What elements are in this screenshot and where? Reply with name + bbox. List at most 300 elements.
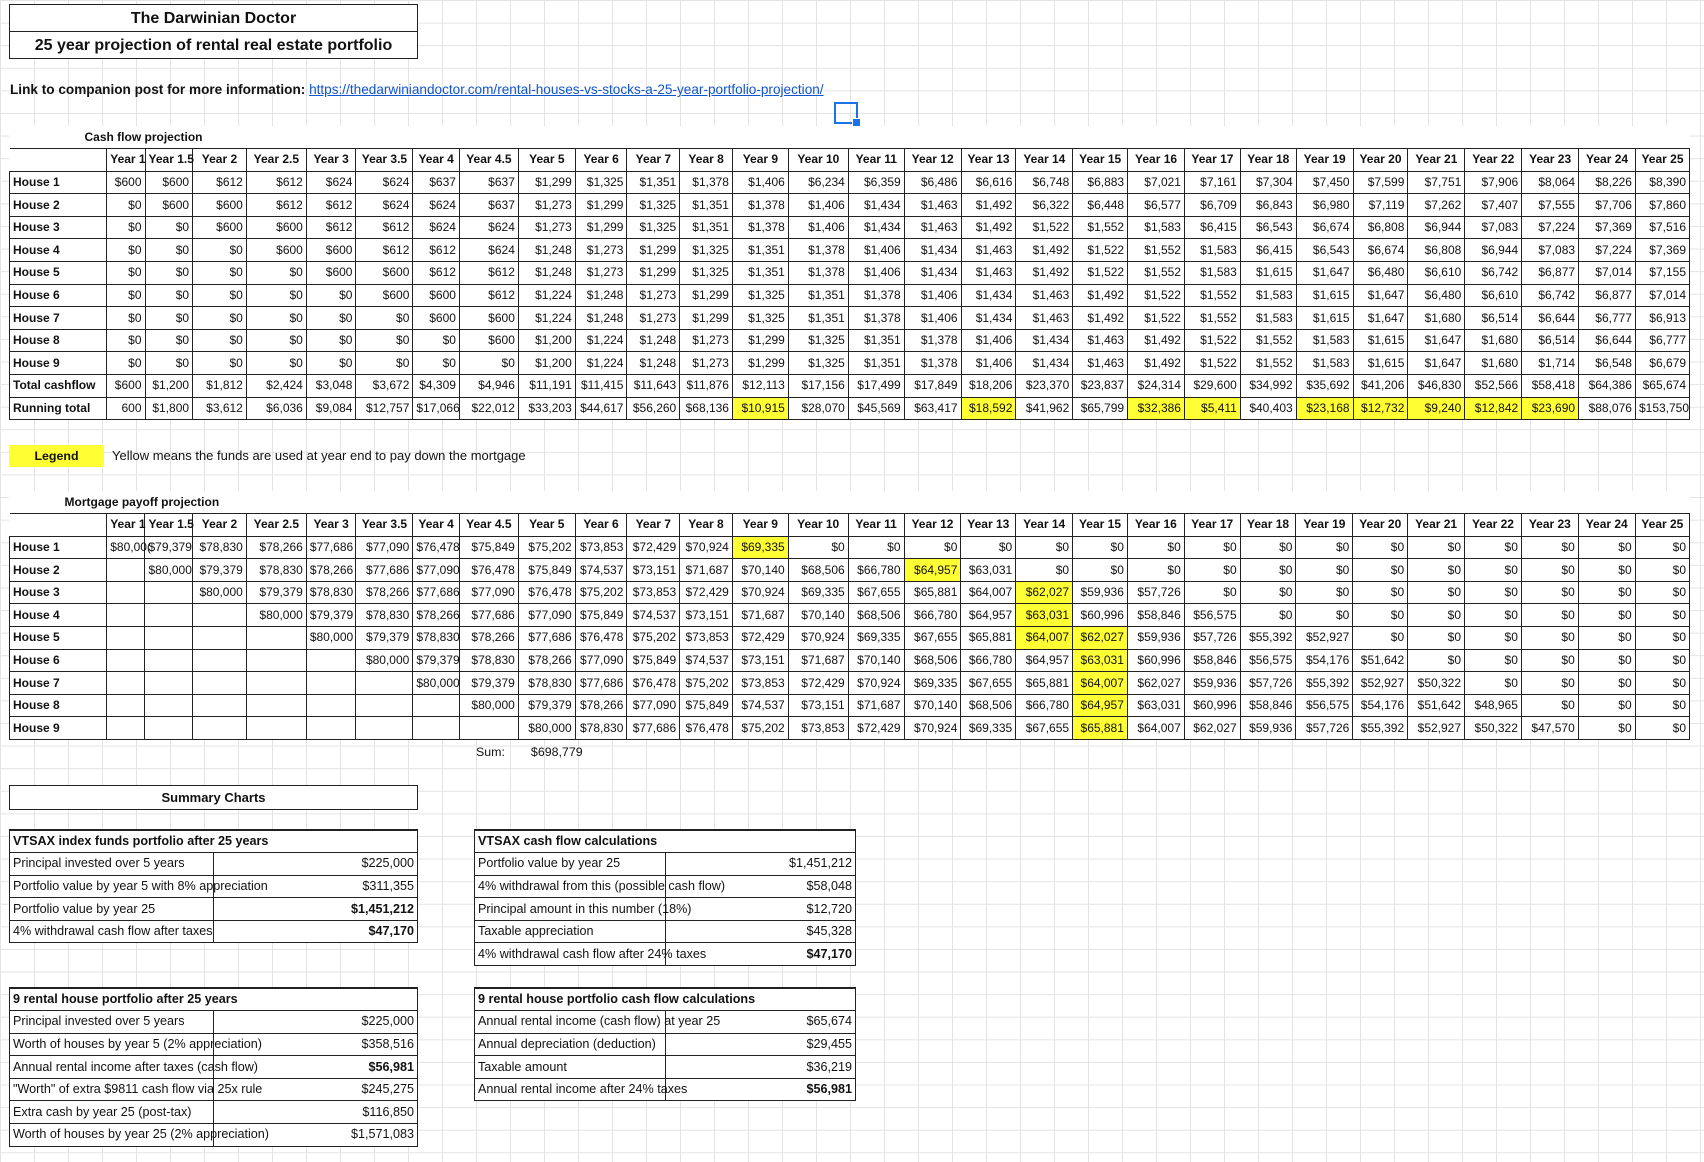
mortgage-cell[interactable]: $80,000	[145, 559, 193, 582]
cashflow-cell[interactable]: $0	[107, 284, 145, 307]
cashflow-cell[interactable]: $1,552	[1128, 262, 1185, 285]
cashflow-cell[interactable]: $23,168	[1296, 397, 1353, 420]
empty-cell[interactable]	[193, 694, 247, 717]
cashflow-cell[interactable]: $22,012	[459, 397, 518, 420]
cashflow-cell[interactable]: $6,548	[1579, 352, 1636, 375]
mortgage-year-header-cell[interactable]: Year 18	[1240, 514, 1296, 537]
mortgage-year-header-cell[interactable]: Year 2	[193, 514, 247, 537]
mortgage-cell[interactable]: $77,686	[575, 672, 627, 695]
vtsax_portfolio-label[interactable]: Portfolio value by year 5 with 8% appreciation	[10, 875, 214, 898]
cashflow-cell[interactable]: $0	[246, 307, 306, 330]
mortgage-cell[interactable]: $0	[1578, 649, 1635, 672]
cashflow-year-header-cell[interactable]: Year 24	[1579, 149, 1636, 172]
companion-link-label[interactable]: Link to companion post for more information:	[10, 82, 306, 97]
mortgage-cell[interactable]: $0	[904, 536, 961, 559]
mortgage-cell[interactable]: $60,996	[1073, 604, 1128, 627]
cashflow-cell[interactable]: $1,463	[1073, 329, 1128, 352]
cashflow-cell[interactable]: $612	[306, 194, 356, 217]
mortgage-cell[interactable]: $78,266	[306, 559, 356, 582]
cashflow-cell[interactable]: $52,566	[1465, 375, 1522, 398]
cashflow-cell[interactable]: $1,406	[732, 171, 788, 194]
cashflow-cell[interactable]: $1,273	[627, 307, 680, 330]
cashflow-cell[interactable]: $6,877	[1522, 262, 1579, 285]
cashflow-year-header-cell[interactable]: Year 10	[788, 149, 848, 172]
mortgage-year-header-cell[interactable]: Year 16	[1127, 514, 1184, 537]
cashflow-cell[interactable]: $612	[246, 171, 306, 194]
cashflow-cell[interactable]: $1,714	[1522, 352, 1579, 375]
empty-cell[interactable]	[246, 717, 306, 740]
mortgage-cell[interactable]: $72,429	[680, 581, 733, 604]
mortgage-cell[interactable]: $0	[961, 536, 1016, 559]
mortgage-cell[interactable]: $77,090	[627, 694, 680, 717]
mortgage-cell[interactable]: $0	[1073, 559, 1128, 582]
empty-cell[interactable]	[246, 627, 306, 650]
mortgage-cell[interactable]: $74,537	[732, 694, 788, 717]
mortgage-cell[interactable]: $62,027	[1184, 717, 1240, 740]
empty-cell[interactable]	[193, 649, 247, 672]
cashflow-cell[interactable]: $41,962	[1016, 397, 1073, 420]
empty-cell[interactable]	[145, 627, 193, 650]
vtsax_portfolio-label[interactable]: Portfolio value by year 25	[10, 898, 214, 921]
cashflow-cell[interactable]: $1,273	[575, 239, 627, 262]
mortgage-cell[interactable]: $55,392	[1296, 672, 1353, 695]
rental_portfolio-label[interactable]: Worth of houses by year 25 (2% appreciation)	[10, 1124, 214, 1147]
cashflow-cell[interactable]: $1,615	[1353, 329, 1408, 352]
cashflow-cell[interactable]: $6,808	[1353, 216, 1408, 239]
mortgage-cell[interactable]: $76,478	[459, 559, 518, 582]
cashflow-year-header-cell[interactable]: Year 12	[904, 149, 961, 172]
rental_portfolio-value[interactable]: $1,571,083	[214, 1124, 418, 1147]
mortgage-cell[interactable]: $0	[1296, 536, 1353, 559]
mortgage-cell[interactable]: $72,429	[848, 717, 904, 740]
mortgage-cell[interactable]: $0	[1353, 627, 1408, 650]
mortgage-cell[interactable]: $73,151	[732, 649, 788, 672]
cashflow-row-label[interactable]: House 4	[10, 239, 107, 262]
cashflow-cell[interactable]: $600	[459, 329, 518, 352]
cashflow-cell[interactable]: $1,351	[848, 329, 904, 352]
cashflow-cell[interactable]: $0	[107, 352, 145, 375]
mortgage-cell[interactable]: $73,853	[788, 717, 848, 740]
cashflow-cell[interactable]: $7,369	[1579, 216, 1636, 239]
cashflow-cell[interactable]: $65,674	[1635, 375, 1689, 398]
empty-cell[interactable]	[145, 649, 193, 672]
mortgage-cell[interactable]: $64,957	[1016, 649, 1073, 672]
mortgage-cell[interactable]: $78,830	[193, 536, 247, 559]
cashflow-cell[interactable]: $1,583	[1296, 352, 1353, 375]
mortgage-cell[interactable]: $68,506	[904, 649, 961, 672]
cashflow-cell[interactable]: $1,273	[518, 216, 575, 239]
sum-label[interactable]: Sum:	[476, 745, 505, 759]
cashflow-cell[interactable]: $34,992	[1240, 375, 1296, 398]
empty-cell[interactable]	[459, 717, 518, 740]
mortgage-cell[interactable]: $0	[1353, 559, 1408, 582]
cashflow-cell[interactable]: $1,351	[680, 194, 733, 217]
mortgage-cell[interactable]: $56,575	[1240, 649, 1296, 672]
mortgage-cell[interactable]: $0	[1578, 536, 1635, 559]
cashflow-cell[interactable]: $6,234	[788, 171, 848, 194]
cashflow-cell[interactable]: $6,748	[1016, 171, 1073, 194]
empty-cell[interactable]	[246, 672, 306, 695]
rental_portfolio-value[interactable]: $358,516	[214, 1033, 418, 1056]
cashflow-cell[interactable]: $1,224	[518, 284, 575, 307]
mortgage-cell[interactable]: $64,957	[904, 559, 961, 582]
mortgage-cell[interactable]: $68,506	[848, 604, 904, 627]
cashflow-cell[interactable]: $1,325	[732, 307, 788, 330]
mortgage-year-header-cell[interactable]: Year 12	[904, 514, 961, 537]
cashflow-cell[interactable]: $600	[356, 262, 413, 285]
cashflow-cell[interactable]: $1,299	[627, 262, 680, 285]
cashflow-cell[interactable]: $624	[459, 239, 518, 262]
mortgage-cell[interactable]: $51,642	[1353, 649, 1408, 672]
mortgage-cell[interactable]: $0	[1521, 559, 1578, 582]
cashflow-cell[interactable]: $18,206	[961, 375, 1016, 398]
mortgage-year-header-cell[interactable]: Year 20	[1353, 514, 1408, 537]
mortgage-cell[interactable]: $80,000	[413, 672, 460, 695]
mortgage-cell[interactable]: $59,936	[1184, 672, 1240, 695]
cashflow-cell[interactable]: $1,647	[1408, 352, 1465, 375]
cashflow-year-header-cell[interactable]: Year 21	[1408, 149, 1465, 172]
cashflow-cell[interactable]: $1,200	[518, 352, 575, 375]
cashflow-cell[interactable]: $0	[193, 262, 247, 285]
cashflow-row-label[interactable]: Running total	[10, 397, 107, 420]
cashflow-cell[interactable]: $1,273	[627, 284, 680, 307]
cashflow-cell[interactable]: $1,325	[788, 329, 848, 352]
cashflow-cell[interactable]: $1,463	[961, 262, 1016, 285]
cashflow-year-header-cell[interactable]: Year 4.5	[459, 149, 518, 172]
cashflow-cell[interactable]: $0	[107, 307, 145, 330]
cashflow-cell[interactable]: $7,021	[1128, 171, 1185, 194]
mortgage-cell[interactable]: $0	[1521, 627, 1578, 650]
cashflow-cell[interactable]: $1,552	[1240, 352, 1296, 375]
mortgage-cell[interactable]: $79,379	[145, 536, 193, 559]
mortgage-cell[interactable]: $0	[1578, 604, 1635, 627]
cashflow-cell[interactable]: $624	[459, 216, 518, 239]
mortgage-cell[interactable]: $76,478	[627, 672, 680, 695]
mortgage-cell[interactable]: $65,881	[1073, 717, 1128, 740]
cashflow-cell[interactable]: $23,370	[1016, 375, 1073, 398]
rental_cashflow-value[interactable]: $29,455	[665, 1033, 856, 1056]
cashflow-cell[interactable]: $612	[193, 171, 247, 194]
mortgage-cell[interactable]: $77,090	[413, 559, 460, 582]
cashflow-cell[interactable]: $1,351	[848, 352, 904, 375]
rental_cashflow-value[interactable]: $36,219	[665, 1056, 856, 1079]
cashflow-cell[interactable]: $6,610	[1465, 284, 1522, 307]
cashflow-cell[interactable]: $0	[145, 352, 193, 375]
cashflow-cell[interactable]: $1,406	[961, 329, 1016, 352]
cashflow-cell[interactable]: $624	[356, 194, 413, 217]
cashflow-cell[interactable]: $0	[193, 239, 247, 262]
mortgage-cell[interactable]: $71,687	[848, 694, 904, 717]
mortgage-cell[interactable]: $71,687	[788, 649, 848, 672]
mortgage-cell[interactable]: $47,570	[1521, 717, 1578, 740]
mortgage-cell[interactable]: $79,379	[413, 649, 460, 672]
mortgage-year-header-cell[interactable]: Year 3	[306, 514, 356, 537]
cashflow-cell[interactable]: $6,514	[1465, 307, 1522, 330]
summary-charts-title[interactable]: Summary Charts	[10, 786, 418, 810]
cashflow-cell[interactable]: $1,552	[1073, 216, 1128, 239]
cashflow-cell[interactable]: $1,273	[680, 329, 733, 352]
cashflow-cell[interactable]: $6,359	[848, 171, 904, 194]
cashflow-cell[interactable]: $0	[145, 262, 193, 285]
mortgage-cell[interactable]: $0	[1635, 559, 1689, 582]
empty-cell[interactable]	[145, 604, 193, 627]
cashflow-cell[interactable]: $6,543	[1240, 216, 1296, 239]
cashflow-cell[interactable]: $600	[193, 194, 247, 217]
vtsax_portfolio-value[interactable]: $47,170	[214, 920, 418, 943]
mortgage-cell[interactable]: $79,379	[306, 604, 356, 627]
vtsax_cashflow-label[interactable]: 4% withdrawal cash flow after 24% taxes	[475, 943, 666, 966]
cashflow-cell[interactable]: $1,615	[1296, 284, 1353, 307]
cashflow-cell[interactable]: $29,600	[1184, 375, 1240, 398]
cashflow-cell[interactable]: $7,860	[1635, 194, 1689, 217]
cashflow-cell[interactable]: $11,643	[627, 375, 680, 398]
cashflow-cell[interactable]: $1,406	[848, 262, 904, 285]
cashflow-cell[interactable]: $600	[193, 216, 247, 239]
cashflow-cell[interactable]: $0	[145, 329, 193, 352]
mortgage-cell[interactable]: $72,429	[627, 536, 680, 559]
cashflow-cell[interactable]: $28,070	[788, 397, 848, 420]
mortgage-cell[interactable]: $68,506	[788, 559, 848, 582]
cashflow-cell[interactable]: $6,514	[1522, 329, 1579, 352]
cashflow-cell[interactable]: $7,369	[1635, 239, 1689, 262]
cashflow-cell[interactable]: $1,463	[1016, 284, 1073, 307]
mortgage-cell[interactable]: $58,846	[1240, 694, 1296, 717]
mortgage-cell[interactable]: $0	[1240, 559, 1296, 582]
mortgage-row-label[interactable]: House 3	[10, 581, 107, 604]
rental_portfolio-value[interactable]: $56,981	[214, 1056, 418, 1079]
cashflow-cell[interactable]: $600	[306, 239, 356, 262]
cashflow-cell[interactable]: $1,378	[788, 239, 848, 262]
cashflow-year-header-cell[interactable]: Year 11	[848, 149, 904, 172]
mortgage-cell[interactable]: $0	[1635, 581, 1689, 604]
mortgage-cell[interactable]: $77,686	[306, 536, 356, 559]
cashflow-year-header-cell[interactable]: Year 13	[961, 149, 1016, 172]
cashflow-cell[interactable]: $624	[306, 171, 356, 194]
cashflow-cell[interactable]: $17,156	[788, 375, 848, 398]
vtsax_cashflow-label[interactable]: Taxable appreciation	[475, 920, 666, 943]
cashflow-cell[interactable]: $1,492	[1073, 307, 1128, 330]
cashflow-cell[interactable]: $6,036	[246, 397, 306, 420]
cashflow-cell[interactable]: $8,064	[1522, 171, 1579, 194]
cashflow-cell[interactable]: $1,492	[1016, 262, 1073, 285]
cashflow-cell[interactable]: $1,680	[1465, 329, 1522, 352]
mortgage-cell[interactable]: $62,027	[1127, 672, 1184, 695]
empty-cell[interactable]	[246, 694, 306, 717]
cashflow-cell[interactable]: $1,224	[575, 352, 627, 375]
mortgage-cell[interactable]: $74,537	[627, 604, 680, 627]
mortgage-cell[interactable]: $70,140	[788, 604, 848, 627]
mortgage-cell[interactable]: $0	[1408, 604, 1465, 627]
rental_portfolio-title[interactable]: 9 rental house portfolio after 25 years	[10, 988, 418, 1011]
mortgage-cell[interactable]: $51,642	[1408, 694, 1465, 717]
mortgage-cell[interactable]: $0	[1296, 581, 1353, 604]
mortgage-cell[interactable]: $78,830	[246, 559, 306, 582]
mortgage-cell[interactable]: $69,335	[732, 536, 788, 559]
mortgage-cell[interactable]: $75,849	[518, 559, 575, 582]
mortgage-cell[interactable]: $77,090	[518, 604, 575, 627]
cashflow-cell[interactable]: $1,434	[904, 262, 961, 285]
cashflow-cell[interactable]: 600	[107, 397, 145, 420]
cashflow-cell[interactable]: $600	[145, 194, 193, 217]
mortgage-cell[interactable]: $64,957	[1073, 694, 1128, 717]
cashflow-cell[interactable]: $1,492	[1128, 329, 1185, 352]
cashflow-cell[interactable]: $7,014	[1635, 284, 1689, 307]
mortgage-year-header-cell[interactable]: Year 10	[788, 514, 848, 537]
mortgage-cell[interactable]: $70,924	[680, 536, 733, 559]
mortgage-row-label[interactable]: House 8	[10, 694, 107, 717]
mortgage-cell[interactable]: $0	[1240, 536, 1296, 559]
mortgage-cell[interactable]: $0	[1465, 672, 1522, 695]
cashflow-cell[interactable]: $1,647	[1353, 284, 1408, 307]
mortgage-cell[interactable]: $79,379	[246, 581, 306, 604]
rental_portfolio-value[interactable]: $245,275	[214, 1078, 418, 1101]
cashflow-cell[interactable]: $1,552	[1128, 239, 1185, 262]
mortgage-cell[interactable]: $73,151	[627, 559, 680, 582]
mortgage-year-header-cell[interactable]: Year 3.5	[356, 514, 413, 537]
empty-cell[interactable]	[413, 717, 460, 740]
mortgage-year-header-cell[interactable]: Year 25	[1635, 514, 1689, 537]
cashflow-cell[interactable]: $6,322	[1016, 194, 1073, 217]
rental_portfolio-label[interactable]: Extra cash by year 25 (post-tax)	[10, 1101, 214, 1124]
cashflow-row-label[interactable]: House 2	[10, 194, 107, 217]
cashflow-cell[interactable]: $0	[193, 352, 247, 375]
cashflow-cell[interactable]: $1,552	[1184, 307, 1240, 330]
cashflow-cell[interactable]: $7,906	[1465, 171, 1522, 194]
cashflow-cell[interactable]: $6,777	[1635, 329, 1689, 352]
cashflow-cell[interactable]: $11,876	[680, 375, 733, 398]
vtsax_portfolio-label[interactable]: Principal invested over 5 years	[10, 853, 214, 876]
empty-cell[interactable]	[356, 694, 413, 717]
cashflow-cell[interactable]: $17,066	[413, 397, 460, 420]
cashflow-cell[interactable]: $624	[413, 216, 460, 239]
mortgage-cell[interactable]: $77,686	[627, 717, 680, 740]
mortgage-year-header-cell[interactable]: Year 24	[1578, 514, 1635, 537]
mortgage-year-header-cell[interactable]: Year 11	[848, 514, 904, 537]
cashflow-cell[interactable]: $1,299	[627, 239, 680, 262]
cashflow-cell[interactable]: $1,522	[1016, 216, 1073, 239]
cashflow-cell[interactable]: $0	[246, 329, 306, 352]
cashflow-cell[interactable]: $1,434	[1016, 352, 1073, 375]
mortgage-cell[interactable]: $0	[1127, 559, 1184, 582]
cashflow-cell[interactable]: $7,407	[1465, 194, 1522, 217]
mortgage-cell[interactable]: $79,379	[356, 627, 413, 650]
cashflow-cell[interactable]: $1,463	[1016, 307, 1073, 330]
cashflow-cell[interactable]: $1,680	[1408, 307, 1465, 330]
cashflow-cell[interactable]: $1,522	[1128, 284, 1185, 307]
cashflow-cell[interactable]: $600	[107, 171, 145, 194]
mortgage-year-header-cell[interactable]: Year 9	[732, 514, 788, 537]
mortgage-cell[interactable]: $0	[1521, 581, 1578, 604]
cashflow-cell[interactable]: $0	[306, 329, 356, 352]
cashflow-cell[interactable]: $0	[306, 352, 356, 375]
mortgage-cell[interactable]: $0	[1521, 672, 1578, 695]
mortgage-cell[interactable]: $70,924	[732, 581, 788, 604]
mortgage-cell[interactable]: $54,176	[1296, 649, 1353, 672]
cashflow-cell[interactable]: $7,555	[1522, 194, 1579, 217]
mortgage-cell[interactable]: $64,957	[961, 604, 1016, 627]
cashflow-cell[interactable]: $6,709	[1184, 194, 1240, 217]
cashflow-cell[interactable]: $4,309	[413, 375, 460, 398]
mortgage-cell[interactable]: $80,000	[459, 694, 518, 717]
mortgage-cell[interactable]: $73,151	[788, 694, 848, 717]
empty-cell[interactable]	[246, 649, 306, 672]
mortgage-cell[interactable]: $80,00(	[107, 536, 145, 559]
cashflow-cell[interactable]: $6,877	[1579, 284, 1636, 307]
mortgage-cell[interactable]: $0	[1578, 717, 1635, 740]
mortgage-cell[interactable]: $0	[1521, 604, 1578, 627]
mortgage-cell[interactable]: $76,478	[575, 627, 627, 650]
cashflow-cell[interactable]: $3,048	[306, 375, 356, 398]
cashflow-cell[interactable]: $8,226	[1579, 171, 1636, 194]
cashflow-cell[interactable]: $612	[306, 216, 356, 239]
mortgage-cell[interactable]: $0	[1635, 672, 1689, 695]
rental_cashflow-label[interactable]: Annual depreciation (deduction)	[475, 1033, 666, 1056]
mortgage-cell[interactable]: $0	[1408, 559, 1465, 582]
cashflow-cell[interactable]: $1,492	[1128, 352, 1185, 375]
empty-cell[interactable]	[107, 672, 145, 695]
cashflow-cell[interactable]: $612	[459, 284, 518, 307]
companion-post-link[interactable]: https://thedarwiniandoctor.com/rental-houses-vs-stocks-a-25-year-portfolio-projection/	[309, 82, 824, 97]
cashflow-cell[interactable]: $12,732	[1353, 397, 1408, 420]
cashflow-year-header-cell[interactable]: Year 2.5	[246, 149, 306, 172]
cashflow-cell[interactable]: $637	[459, 171, 518, 194]
cashflow-year-header-cell[interactable]: Year 19	[1296, 149, 1353, 172]
cashflow-cell[interactable]: $44,617	[575, 397, 627, 420]
mortgage-cell[interactable]: $79,379	[518, 694, 575, 717]
cashflow-cell[interactable]: $46,830	[1408, 375, 1465, 398]
mortgage-cell[interactable]: $78,830	[306, 581, 356, 604]
mortgage-cell[interactable]: $78,266	[459, 627, 518, 650]
mortgage-year-header-cell[interactable]: Year 1	[107, 514, 145, 537]
cashflow-cell[interactable]: $1,434	[848, 216, 904, 239]
cashflow-cell[interactable]: $68,136	[680, 397, 733, 420]
vtsax_cashflow-label[interactable]: Principal amount in this number (18%)	[475, 898, 666, 921]
mortgage-cell[interactable]: $56,575	[1184, 604, 1240, 627]
mortgage-cell[interactable]: $69,335	[788, 581, 848, 604]
cashflow-cell[interactable]: $24,314	[1128, 375, 1185, 398]
mortgage-cell[interactable]: $68,506	[961, 694, 1016, 717]
cashflow-cell[interactable]: $1,325	[788, 352, 848, 375]
mortgage-cell[interactable]: $70,140	[848, 649, 904, 672]
cashflow-cell[interactable]: $7,304	[1240, 171, 1296, 194]
cashflow-cell[interactable]: $1,378	[904, 329, 961, 352]
cashflow-cell[interactable]: $1,248	[518, 262, 575, 285]
cashflow-cell[interactable]: $1,406	[904, 284, 961, 307]
mortgage-cell[interactable]: $0	[1635, 536, 1689, 559]
mortgage-cell[interactable]: $50,322	[1465, 717, 1522, 740]
cashflow-cell[interactable]: $1,492	[1073, 284, 1128, 307]
mortgage-cell[interactable]: $0	[1635, 627, 1689, 650]
cashflow-cell[interactable]: $6,448	[1073, 194, 1128, 217]
mortgage-cell[interactable]: $78,830	[518, 672, 575, 695]
cashflow-cell[interactable]: $1,299	[680, 307, 733, 330]
cashflow-cell[interactable]: $1,522	[1128, 307, 1185, 330]
mortgage-cell[interactable]: $48,965	[1465, 694, 1522, 717]
empty-cell[interactable]	[356, 672, 413, 695]
cashflow-cell[interactable]: $600	[145, 171, 193, 194]
cashflow-year-header-cell[interactable]: Year 22	[1465, 149, 1522, 172]
mortgage-year-header-cell[interactable]: Year 2.5	[246, 514, 306, 537]
cashflow-year-header-cell[interactable]: Year 17	[1184, 149, 1240, 172]
cashflow-cell[interactable]: $1,351	[627, 171, 680, 194]
cashflow-cell[interactable]: $600	[413, 307, 460, 330]
mortgage-cell[interactable]: $0	[788, 536, 848, 559]
cashflow-cell[interactable]: $1,406	[788, 194, 848, 217]
cashflow-cell[interactable]: $6,742	[1522, 284, 1579, 307]
mortgage-cell[interactable]: $73,151	[680, 604, 733, 627]
mortgage-cell[interactable]: $78,266	[518, 649, 575, 672]
mortgage-cell[interactable]: $0	[1465, 536, 1522, 559]
